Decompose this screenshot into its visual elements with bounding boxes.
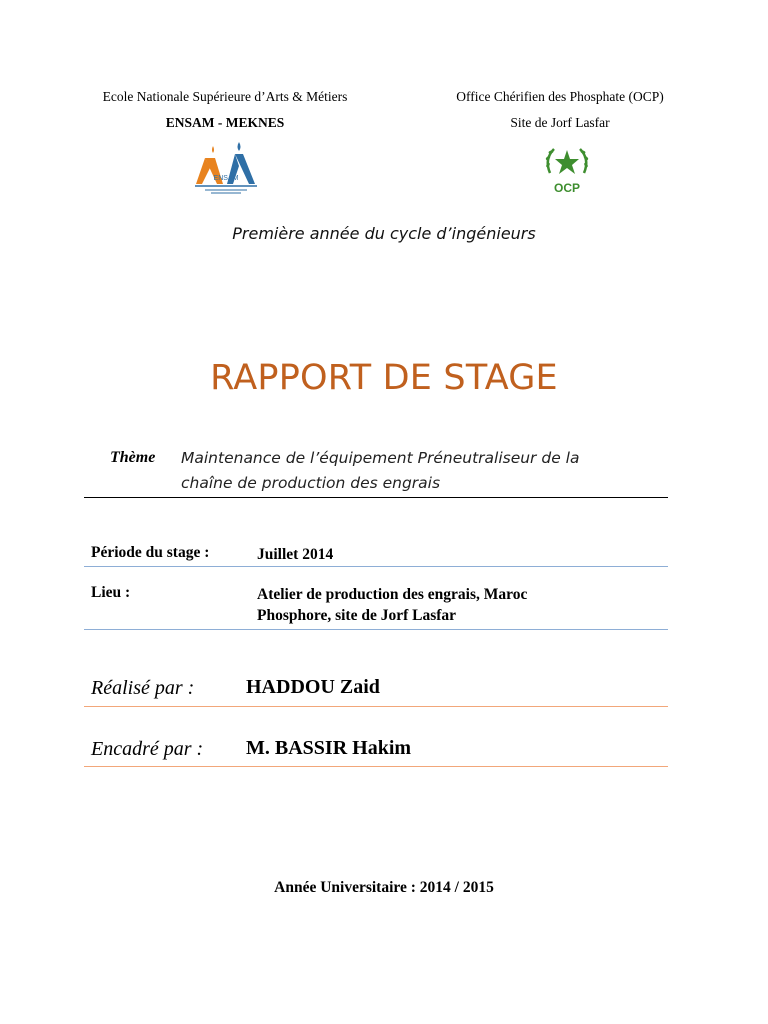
- period-label: Période du stage :: [91, 544, 210, 561]
- ocp-institution-name: Office Chérifien des Phosphate (OCP): [456, 89, 664, 104]
- ensam-logo: [191, 140, 261, 198]
- encadre-divider: [84, 766, 668, 767]
- encadre-label: Encadré par :: [91, 738, 204, 760]
- period-value: Juillet 2014: [257, 546, 334, 563]
- ensam-institution-name: Ecole Nationale Supérieure d’Arts & Métiers: [102, 89, 348, 104]
- realise-name: HADDOU Zaid: [246, 676, 380, 698]
- cycle-subtitle: Première année du cycle d’ingénieurs: [232, 224, 536, 243]
- svg-text:OCP: OCP: [553, 181, 581, 195]
- ocp-subtitle: Site de Jorf Lasfar: [510, 115, 610, 130]
- theme-text: [181, 446, 661, 496]
- place-divider: [84, 629, 668, 630]
- ocp-logo-wordmark: [554, 181, 580, 195]
- svg-text:ENSAM: ENSAM: [213, 175, 239, 182]
- academic-year: Année Universitaire : 2014 / 2015: [274, 879, 494, 896]
- theme-text-line-1: Maintenance de l’équipement Préneutraliseur de la: [181, 449, 580, 467]
- place-label: Lieu :: [91, 584, 131, 601]
- report-title: RAPPORT DE STAGE: [210, 358, 558, 398]
- encadre-name: M. BASSIR Hakim: [246, 737, 412, 759]
- place-value-line-1: Atelier de production des engrais, Maroc: [257, 586, 528, 603]
- place-value-line-2: Phosphore, site de Jorf Lasfar: [257, 607, 457, 624]
- theme-label: Thème: [110, 449, 156, 466]
- ocp-logo: [540, 143, 594, 197]
- ensam-header: [60, 88, 390, 131]
- theme-divider: [84, 497, 668, 498]
- theme-text-line-2: chaîne de production des engrais: [181, 474, 441, 492]
- ocp-header: [410, 88, 710, 131]
- ensam-logo-wordmark: [214, 175, 239, 182]
- place-value: [257, 584, 527, 626]
- realise-label: Réalisé par :: [91, 677, 195, 699]
- ensam-subtitle: ENSAM - MEKNES: [165, 115, 285, 130]
- realise-divider: [84, 706, 668, 707]
- period-divider: [84, 566, 668, 567]
